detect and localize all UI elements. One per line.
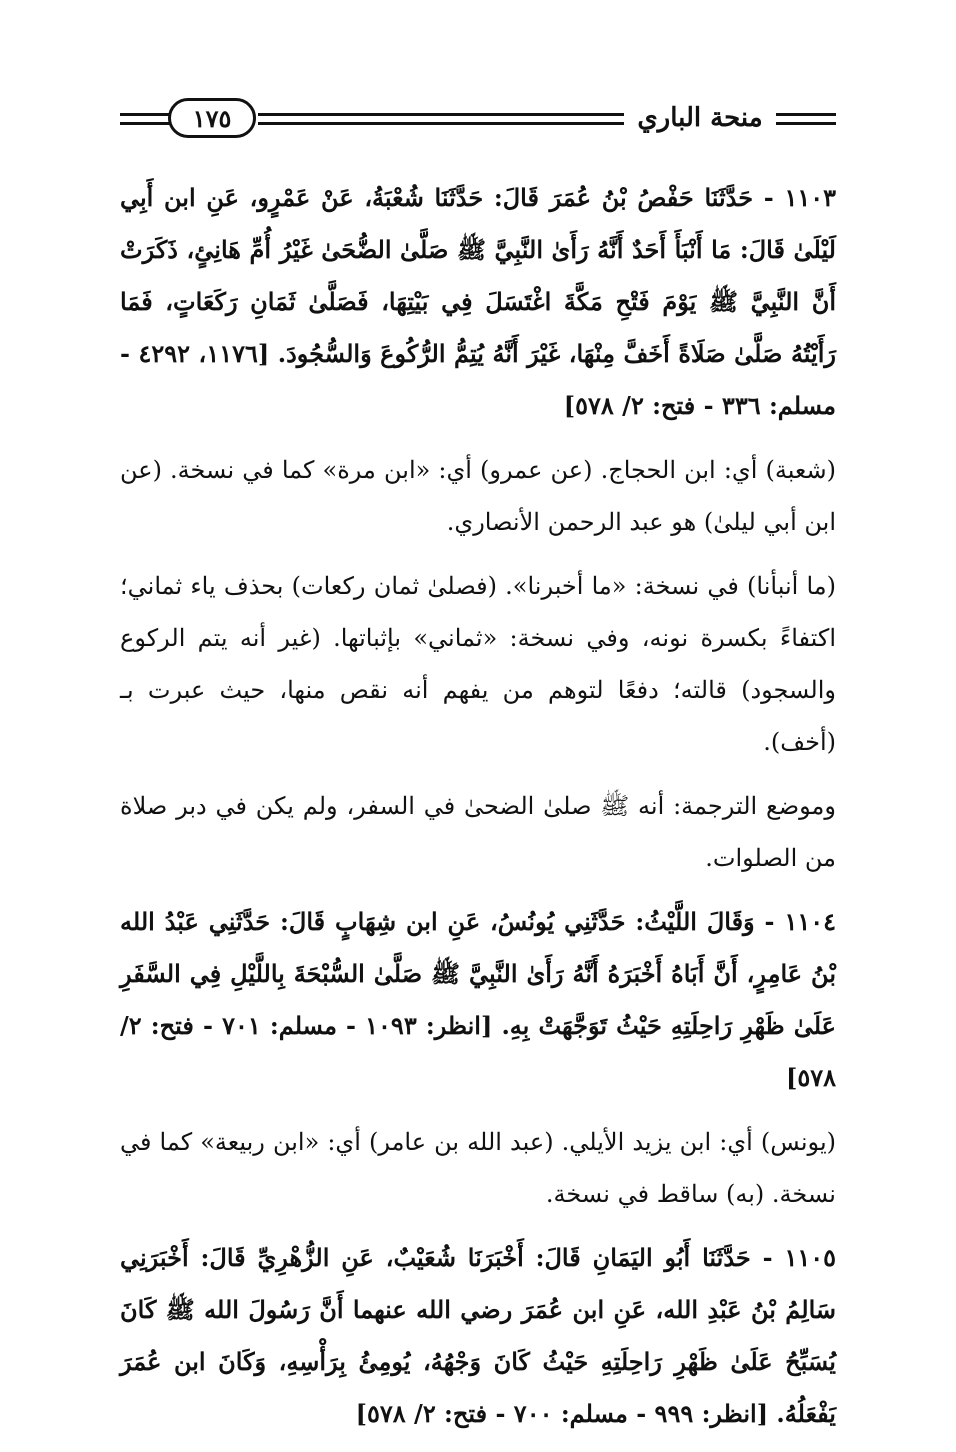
page-number: ١٧٥: [168, 98, 256, 138]
hadith-1104: ١١٠٤ - وَقَالَ اللَّيْثُ: حَدَّثَنِي يُونُسُ، عَنِ ابن شِهَابٍ قَالَ: حَدَّثَنِي عَبْدُ الله بْنُ عَامِرٍ، أَنَّ أَبَاهُ أَخْبَرَهُ أَنَّهُ رَأَىٰ النَّبِيَّ ﷺ صَلَّىٰ السُّبْحَةَ بِاللَّيْلِ فِي السَّفَرِ عَلَىٰ ظَهْرِ رَاحِلَتِهِ حَيْثُ تَوَجَّهَتْ بِهِ. [انظر: ١٠٩٣ - مسلم: ٧٠١ - فتح: ٢/ ٥٧٨]: [120, 907, 836, 1092]
header-rule-middle: [258, 113, 624, 125]
hadith-1103: ١١٠٣ - حَدَّثَنَا حَفْصُ بْنُ عُمَرَ قَالَ: حَدَّثَنَا شُعْبَةُ، عَنْ عَمْرٍو، عَنِ ابن أَبِي لَيْلَىٰ قَالَ: مَا أَنْبَأَ أَحَدٌ أَنَّهُ رَأَىٰ النَّبِيَّ ﷺ صَلَّىٰ الضُّحَىٰ غَيْرُ أُمِّ هَانِئٍ، ذَكَرَتْ أَنَّ النَّبِيَّ ﷺ يَوْمَ فَتْحِ مَكَّةَ اغْتَسَلَ فِي بَيْتِهَا، فَصَلَّىٰ ثَمَانِ رَكَعَاتٍ، فَمَا رَأَيْتُهُ صَلَّىٰ صَلَاةً أَخَفَّ مِنْهَا، غَيْرَ أَنَّهُ يُتِمُّ الرُّكُوعَ وَالسُّجُودَ. [١١٧٦، ٤٢٩٢ - مسلم: ٣٣٦ - فتح: ٢/ ٥٧٨]: [120, 183, 836, 420]
page-header: [120, 96, 836, 142]
header-rule-right: [776, 113, 836, 125]
page-content: [120, 172, 836, 1452]
commentary-paragraph: وموضع الترجمة: أنه ﷺ صلىٰ الضحىٰ في السفر، ولم يكن في دبر صلاة من الصلوات.: [120, 792, 836, 872]
hadith-1105: ١١٠٥ - حَدَّثَنَا أَبُو اليَمَانِ قَالَ: أَخْبَرَنَا شُعَيْبٌ، عَنِ الزُّهْرِيِّ قَالَ: أَخْبَرَنِي سَالِمُ بْنُ عَبْدِ الله، عَنِ ابن عُمَرَ رضي الله عنهما أَنَّ رَسُولَ الله ﷺ كَانَ يُسَبِّحُ عَلَىٰ ظَهْرِ رَاحِلَتِهِ حَيْثُ كَانَ وَجْهُهُ، يُومِئُ بِرَأْسِهِ، وَكَانَ ابن عُمَرَ يَفْعَلُهُ. [انظر: ٩٩٩ - مسلم: ٧٠٠ - فتح: ٢/ ٥٧٨]: [120, 1243, 836, 1428]
header-rule-left: [120, 113, 170, 125]
commentary-paragraph: (ما أنبأنا) في نسخة: «ما أخبرنا». (فصلىٰ ثمان ركعات) بحذف ياء ثماني؛ اكتفاءً بكسرة نونه، وفي نسخة: «ثماني» بإثباتها. (غير أنه يتم الركوع والسجود) قالته؛ دفعًا لتوهم من يفهم أنه نقص منها، حيث عبرت بـ (أخف).: [120, 572, 836, 756]
running-title: منحة الباري: [637, 103, 763, 133]
commentary-paragraph: (يونس) أي: ابن يزيد الأيلي. (عبد الله بن عامر) أي: «ابن ربيعة» كما في نسخة. (به) ساقط في نسخة.: [120, 1128, 837, 1208]
commentary-paragraph: (شعبة) أي: ابن الحجاج. (عن عمرو) أي: «ابن مرة» كما في نسخة. (عن ابن أبي ليلىٰ) هو عبد الرحمن الأنصاري.: [120, 456, 836, 536]
